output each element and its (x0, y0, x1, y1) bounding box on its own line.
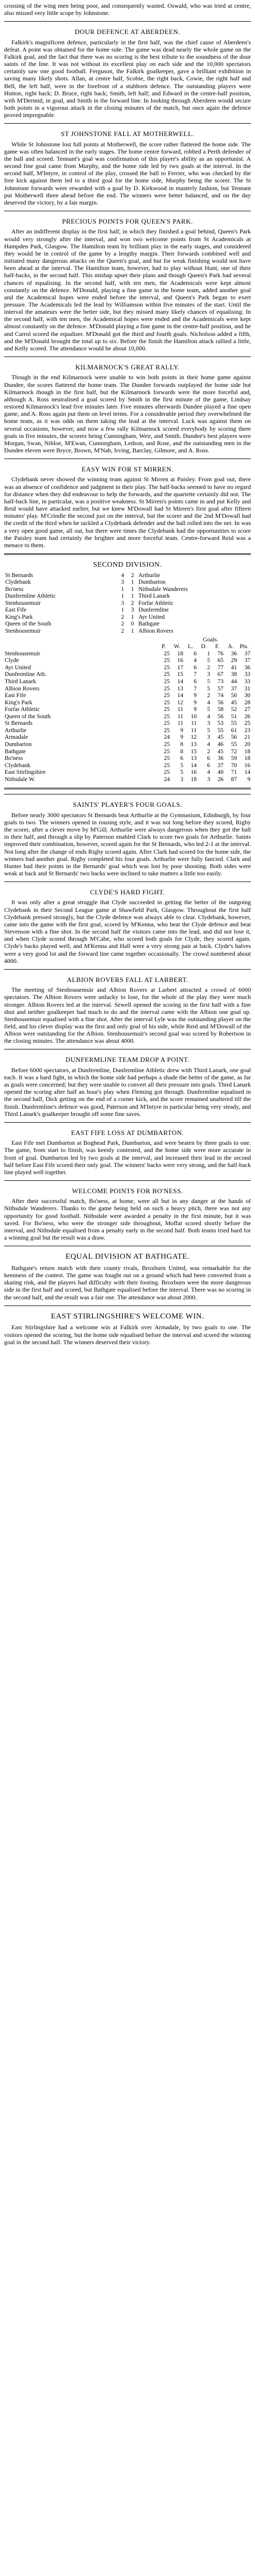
league-row (4, 762, 251, 770)
section-heading: DUNFERMLINE TEAM DROP A POINT. (65, 1056, 190, 1064)
home-team: Dunfermline Athletic (5, 593, 56, 600)
intro-block (4, 2, 251, 16)
report-section (4, 211, 251, 352)
section-heading: EASY WIN FOR ST MIRREN. (82, 465, 173, 473)
result-row (4, 628, 251, 635)
away-team: Forfar Athletic (138, 600, 174, 606)
home-team: Clydebank (5, 579, 31, 586)
league-stat: 2 (207, 748, 210, 755)
league-stat: 16 (244, 762, 250, 769)
league-stat: 25 (164, 720, 170, 727)
result-row (4, 579, 251, 586)
league-stat: 41 (231, 664, 237, 671)
away-team: Arthurlie (138, 572, 161, 579)
league-stat: 26 (217, 776, 224, 783)
league-team: Bo'ness (5, 755, 23, 762)
section-paragraph: After an indifferent display in the first half, in which they finished a goal behind, Queen's Park would very strongly after the interval, and won two welcome points from St Academicals at Hampden Park, Glasgow. The Hamilton team by brilliant play in the early stages, and considered they would be in control of the game by a lengthy margin. Their forwards combined well and initiated many dangerous attacks on the Queen's goal, and but for weak finishing would not have been ahead at the interval. The Hamilton team, however, had to play without Hunt, one of their half-backs, in the second half. This mishap upset their plans and though Queen's Park had several chances of equalising. In the second half, with ten men, the Academicals were kept almost constantly on the defence. M'Donald, playing a fine game in the home team, added another goal and the Academical hopes were ended before the interval, and Queen's Park began to exert pressure. The Academicals led the lead by Williamson within five minutes of the start. Until the interval the amateurs were the better side, but they missed many likely chances of equalising. In the second half, with ten men, the Academical hopes were ended and the Academicals were kept almost constantly on the defence. M'Donald playing a fine game in the centre-half position, and he and Carrol scored the equaliser. M'Donald got the third and fourth goals. Nicholson added a fifth, and the M'Donald brought the total up to six. Before the finish the Hamilton attack rallied a little, and Kelly scored. The attendance would be about 10,000. (4, 228, 251, 352)
league-stat: 25 (164, 685, 170, 692)
league-stat: 25 (164, 706, 170, 713)
league-column-header: A. (228, 643, 234, 650)
league-stat: 45 (231, 699, 237, 706)
section-divider (4, 1180, 251, 1181)
league-stat: 37 (231, 685, 237, 692)
league-team: Clydebank (5, 762, 30, 769)
league-column-header: P. (162, 643, 166, 650)
league-stat: 25 (164, 664, 170, 671)
section-heading: DOUR DEFENCE AT ABERDEEN. (74, 28, 181, 36)
section-paragraph: Before 6000 spectators, at Dunfermline, Dunfermline Athletic drew with Third Lanark, one goal each. It was a hard fight, in which the home side had perhaps a shade the better of the game, as far as goals were concerned; but they were unable to convert all their pressure into goals. Third Lanark opened the scoring after half an hour's play when Fleming got through. Dunfermline equalised in the second half, Dick getting on the end of a corner kick, and the score remained unaltered till the finish. Dunfermline's defence was good, Paterson and M'Intyre in particular being very steady, and Third Lanark's goalkeeper brought off some fine saves. (4, 1066, 251, 1117)
league-stat: 56 (231, 734, 237, 741)
league-team: East Stirlingshire (5, 769, 46, 776)
league-stat: 77 (217, 664, 224, 671)
league-table (4, 637, 251, 784)
home-score: 4 (121, 572, 124, 579)
league-team: East Fife (5, 692, 26, 699)
away-score: 2 (131, 600, 134, 606)
league-stat: 37 (217, 762, 224, 769)
section-paragraph: Though in the end Kilmarnock were unable to win both points in their home game against Dundee, the scores flattered the home team. The Dundee forwards outplayed the home side but Kilmarnock though in the first half, but the Kilmarnock forwards were the more forceful and, although A. Ross neutralised a goal scored by Smith in the first minute of the game, Lindsay restored Kilmarnock's lead five minutes later. Five minutes afterwards Dundee played a fine open game, and A. Ross again put them on level terms. For a considerable period they overwhelmed the home team, as it was odds on them taking the lead at the interval. Luck was against them on several occasions, however, and now a few rally Kilmarnock scored everybody by scoring three goals in five minutes, the scorers being Cunningham, Weir, and Smith. Dundee's best players were Morgan, Swan, Nibloe, M'Ewan, Cunningham, Ledson, and Rose, and the outstanding men in the Dundee eleven were Bryce, Brown, M'Nab, Irving, Barclay, Gilmore, and A. Ross. (4, 374, 251, 454)
league-stat: 11 (177, 706, 183, 713)
league-column-header: Pts. (240, 643, 249, 650)
league-stat: 3 (207, 776, 210, 783)
league-stat: 4 (207, 699, 210, 706)
home-team: Queen of the South (5, 621, 52, 628)
league-stat: 14 (190, 762, 197, 769)
away-score: 1 (131, 586, 134, 592)
section-divider (4, 123, 251, 124)
home-score: 2 (121, 621, 124, 628)
league-row (4, 679, 251, 686)
report-section (4, 1122, 251, 1176)
league-stat: 13 (177, 685, 183, 692)
league-stat: 18 (244, 748, 250, 755)
section-divider (4, 788, 251, 789)
home-team: Bo'ness (5, 586, 24, 592)
result-row (4, 621, 251, 628)
report-section (4, 794, 251, 877)
league-stat: 14 (244, 769, 250, 776)
away-team: Ayr United (138, 614, 165, 620)
league-stat: 31 (244, 685, 250, 692)
league-stat: 25 (164, 762, 170, 769)
league-stat: 6 (207, 762, 210, 769)
section-divider (4, 553, 251, 555)
league-stat: 53 (217, 720, 224, 727)
league-stat: 4 (194, 657, 197, 664)
second-division-title: SECOND DIVISION. (93, 561, 162, 569)
league-stat: 15 (177, 671, 183, 678)
home-score: 1 (121, 586, 124, 592)
away-score: 1 (131, 614, 134, 620)
league-stat: 25 (244, 720, 250, 727)
league-stat: 36 (244, 664, 250, 671)
result-row (4, 572, 251, 580)
league-stat: 5 (207, 727, 210, 734)
league-stat: 5 (180, 762, 183, 769)
league-stat: 1 (207, 650, 210, 657)
result-row (4, 600, 251, 607)
league-row (4, 692, 251, 700)
league-row (4, 769, 251, 776)
league-row (4, 741, 251, 749)
league-team: King's Park (5, 699, 33, 706)
league-stat: 11 (190, 720, 197, 727)
league-stat: 13 (190, 741, 197, 748)
away-score: 1 (131, 593, 134, 600)
league-stat: 20 (244, 741, 250, 748)
report-section (4, 969, 251, 1045)
league-stat: 55 (217, 727, 224, 734)
league-stat: 9 (194, 692, 197, 699)
league-row (4, 706, 251, 714)
league-stat: 4 (207, 713, 210, 720)
league-row (4, 734, 251, 741)
league-stat: 9 (194, 699, 197, 706)
section-paragraph: Falkirk's magnificent defence, particularly in the first half, was the chief cause of Aberdeen's defeat. A point was obtained for the home side. The game was dead nearly the whole game on the Falkirk goal, and the fact that there was no scoring is the best tribute to the soundness of the dour saints of the line. It was not without its excellent play on each side and the 10,000 spectators certainly saw one good football. Ferguson, the Falkirk goalkeeper, gave a brilliant exhibition in saving many likely shots. Allan, at centre half, Scobie, the right back, Cowie, the right half and Bell, the left half, were in the forefront of a stubborn defence. The outstanding players were Hutton, right back; D. Bruce, right back; Smith, left half; and Edward in the centre-half position, with M'Dermid, in goal, and Smith in the forward line. In looking through Aberdeen would secure both points in a vigorous attack in the closing minutes of the match, but once again the defence proved impregnable. (4, 38, 251, 119)
league-team: Albion Rovers (5, 685, 40, 692)
home-team: St Bernards (5, 572, 33, 579)
east-stirling-paragraph: East Stirlingshire had a welcome win at Falkirk over Armadale, by two goals to one. The visitors opened the scoring, but the home side equalised before the interval and scored the winning goal in the second half. The winners deserved their victory. (4, 1324, 251, 1346)
league-stat: 16 (177, 657, 183, 664)
league-team: Third Lanark (5, 678, 36, 685)
league-stat: 27 (244, 706, 250, 713)
league-stat: 36 (217, 755, 224, 762)
league-goals-row (4, 637, 251, 644)
home-score: 1 (121, 607, 124, 614)
league-row (4, 776, 251, 784)
league-stat: 37 (244, 650, 250, 657)
league-stat: 5 (207, 678, 210, 685)
league-stat: 37 (244, 657, 250, 664)
league-stat: 12 (190, 734, 197, 741)
league-column-header: F. (215, 643, 220, 650)
league-stat: 52 (231, 706, 237, 713)
league-team: St Bernards (5, 720, 33, 727)
league-team: Clyde (5, 657, 19, 664)
league-stat: 6 (194, 664, 197, 671)
away-team: Dumbarton (138, 579, 166, 586)
league-stat: 25 (164, 671, 170, 678)
league-stat: 55 (231, 720, 237, 727)
league-stat: 9 (194, 706, 197, 713)
away-team: Third Lanark (138, 593, 170, 600)
section-paragraph: It was only after a great struggle that Clyde succeeded in getting the better of the outgoing Clydebank in their Second League game at Shawfield Park, Glasgow. Throughout the first half Clydebank pressed strongly, but the Clyde defence was always able to clear. Clydebank, however, came into the game with the first goal, scored by M'Kenna, who beat the Clyde defence and beat Stevenson with a fine shot. In the second half the visitors came into the lead, and did not lose it, and when Clyde scored through M'Cabe, who scored both goals for Clyde, they scored again. Clyde's backs played well, and M'Kenna and Hall were a very strong pair at back. Clyde's halves were a very good lot and the forward line came together occasionally. The crowd numbered about 4000. (4, 899, 251, 964)
result-row (4, 607, 251, 614)
home-team: East Fife (5, 607, 27, 614)
league-stat: 21 (244, 734, 250, 741)
league-stat: 4 (207, 741, 210, 748)
east-stirling-section (4, 1306, 251, 1346)
away-score: 1 (131, 628, 134, 635)
league-stat: 73 (217, 678, 224, 685)
league-stat: 25 (164, 727, 170, 734)
league-team: Queen of the South (5, 713, 51, 720)
league-stat: 76 (217, 650, 224, 657)
league-stat: 46 (217, 741, 224, 748)
league-stat: 17 (177, 664, 183, 671)
league-stat: 6 (207, 755, 210, 762)
result-row (4, 614, 251, 621)
league-stat: 11 (177, 713, 183, 720)
league-stat: 9 (180, 734, 183, 741)
away-score: 3 (131, 607, 134, 614)
league-stat: 26 (244, 713, 250, 720)
report-section (4, 882, 251, 964)
league-stat: 25 (164, 692, 170, 699)
league-stat: 45 (217, 734, 224, 741)
league-stat: 25 (164, 755, 170, 762)
league-stat: 15 (190, 748, 197, 755)
league-stat: 14 (177, 678, 183, 685)
league-stat: 61 (231, 727, 237, 734)
league-stat: 12 (177, 699, 183, 706)
league-stat: 5 (207, 706, 210, 713)
league-stat: 51 (231, 713, 237, 720)
section-paragraph: While St Johnstone lost full points at Motherwell, the score rather flattered the home side. The game was often balanced in the early stages. The home centre forward, robbed a Perth defender of the ball and scored. Tennant's goal was confirmation of this player's ability as an opportunist. A second fine goal came from Murphy, and the home side led by two goals at the interval. In the second half, M'Intyre, in control of the play, crossed the ball to Ferrier, who was checked by the free kick against them led to a third goal for the home side, Murphy being the scorer. The St Johnstone forwards were rewarded with a goal by D. Kirkwood in masterly fashion, but Tennant put Motherwell three ahead before the end. The winners were better balanced, and on the day deserved the victory, by a fair margin. (4, 140, 251, 206)
report-section (4, 21, 251, 118)
league-stat: 9 (247, 776, 250, 783)
league-stat: 70 (231, 762, 237, 769)
league-stat: 25 (164, 769, 170, 776)
league-stat: 3 (207, 671, 210, 678)
league-stat: 33 (244, 678, 250, 685)
league-stat: 2 (207, 692, 210, 699)
league-team: Stenhousemuir (5, 650, 40, 657)
league-stat: 8 (180, 741, 183, 748)
intro-paragraph: crossing of the wing men being poor, and consequently wasted. Oswald, who was tried at centre, also missed very little scope by Johnstone. (4, 2, 251, 17)
section-heading: SAINTS' PLAYER'S FOUR GOALS. (73, 801, 182, 809)
league-stat: 29 (231, 657, 237, 664)
league-stat: 5 (180, 769, 183, 776)
league-stat: 4 (207, 769, 210, 776)
league-stat: 74 (217, 692, 224, 699)
report-section (4, 1049, 251, 1117)
away-score: 0 (131, 621, 134, 628)
section-divider (4, 969, 251, 970)
league-row (4, 651, 251, 658)
league-stat: 3 (180, 776, 183, 783)
league-team: Dunfermline Ath. (5, 671, 47, 678)
report-section (4, 459, 251, 549)
away-score: 2 (131, 572, 134, 579)
league-team: Ayr United (5, 664, 31, 671)
league-row (4, 686, 251, 693)
away-team: Nithsdale Wanderers (138, 586, 188, 592)
league-stat: 23 (244, 727, 250, 734)
away-team: Albion Rovers (138, 628, 173, 635)
league-stat: 3 (207, 720, 210, 727)
section-divider (4, 1122, 251, 1123)
section-paragraph: Before nearly 3000 spectators St Bernards beat Arthurlie at the Gymnasium, Edinburgh, by four goals to two. The winners opened in rousing style, and it was not long before they scored, Rigby the scorer, after a clever move by M'Gill. Arthurlie were always dangerous when they got the ball in their half, and through a slip by Paterson enabled Clark to score two goals for Arthurlie. Saints improved their combination, however, scored again for the St Bernards, who led 2-1 at the interval. Not long after the change of ends Rigby scored again. After Clark had scored for the home side, the winners had another goal. Rigby completed his four goals. Arthurlie were fully fancied. Clark and Hunter had their points in the Bernards' goal which was lost by poor shooting. Both sides were weak at back and St Bernards' two backs were inclined to take matters a little too easily. (4, 811, 251, 877)
league-stat: 25 (164, 699, 170, 706)
league-header-row (4, 643, 251, 651)
league-stat: 87 (231, 776, 237, 783)
league-row (4, 720, 251, 727)
league-stat: 9 (180, 727, 183, 734)
league-stat: 6 (194, 678, 197, 685)
home-score: 2 (121, 614, 124, 620)
league-stat: 36 (231, 650, 237, 657)
league-stat: 25 (164, 748, 170, 755)
league-team: Forfar Athletic (5, 706, 40, 713)
report-section (4, 357, 251, 454)
league-stat: 72 (231, 748, 237, 755)
league-stat: 7 (194, 671, 197, 678)
league-stat: 5 (207, 685, 210, 692)
league-stat: 7 (194, 685, 197, 692)
league-column-header: D. (201, 643, 207, 650)
league-stat: 45 (217, 748, 224, 755)
league-stat: 2 (207, 664, 210, 671)
section-paragraph: Clydebank never showed the winning team against St Mirren at Paisley. From goal out, there was an absence of confidence and judgment in their play. The half-backs seemed to have no regard for distance when they did endeavour to help the forwards, and the quartette certainly did not. The half-back line, in particular, was a positive weakness. St Mirren's points came in and put Kelly and Reid would have attacked earlier, but we knew M'Dowall had St Mirren's first goal after fifteen minutes' play. M'Crindle the second just on the interval, but the scorer and the 2nd M'Dowall had the credit of the third when he tackled a Clydebank defender and the ball rolled into the net. In was a very open good game, all out, but there were times the Clydebank had the opportunities to score the Paisley team had certainly the brighter and more forceful team. Centre-forward Reid was a menace to them. (4, 476, 251, 549)
home-team: Stenhousemuir (5, 628, 41, 635)
league-stat: 11 (177, 720, 183, 727)
league-stat: 18 (244, 755, 250, 762)
section-heading: WELCOME POINTS FOR BO'NESS. (72, 1187, 183, 1195)
league-stat: 71 (231, 769, 237, 776)
league-stat: 10 (190, 713, 197, 720)
league-stat: 30 (244, 692, 250, 699)
league-stat: 18 (190, 776, 197, 783)
league-stat: 25 (164, 657, 170, 664)
home-team: Stenhousemuir (5, 600, 41, 606)
league-stat: 16 (190, 769, 197, 776)
league-stat: 55 (231, 741, 237, 748)
second-division (4, 561, 251, 783)
league-stat: 28 (244, 699, 250, 706)
league-stat: 24 (164, 776, 170, 783)
report-sections-a (4, 21, 251, 549)
league-stat: 8 (180, 748, 183, 755)
league-team: Bathgate (5, 748, 26, 755)
home-team: King's Park (5, 614, 33, 620)
away-team: Bathgate (138, 621, 160, 628)
report-section (4, 123, 251, 206)
league-stat: 5 (207, 657, 210, 664)
league-stat: 56 (217, 713, 224, 720)
league-row (4, 671, 251, 679)
equal-division-section (4, 1246, 251, 1300)
section-paragraph: After their successful match, Bo'ness, at home, were all but in any danger at the hands of Nithsdale Wanderers. Thanks to the game being held on such a heavy pitch, there was not any opportunity for good football. Nithsdale were awarded a penalty in the first minute, but it was saved. For Bo'ness, who were the stronger side throughout, Moffat scored shortly before the interval, and Nithsdale equalised from a penalty early in the second half. Both teams tried hard for a winning goal but the result was a draw. (4, 1197, 251, 1242)
league-stat: 11 (190, 727, 197, 734)
league-team: Nithsdale W. (5, 776, 36, 783)
league-row (4, 749, 251, 756)
league-column-header: L. (188, 643, 193, 650)
league-stat: 14 (177, 692, 183, 699)
league-stat: 57 (217, 685, 224, 692)
league-stat: 13 (190, 755, 197, 762)
league-stat: 65 (217, 657, 224, 664)
report-section (4, 1180, 251, 1241)
league-stat: 50 (231, 692, 237, 699)
home-score: 1 (121, 593, 124, 600)
section-heading: EAST FIFE LOSS AT DUMBARTON. (71, 1128, 184, 1137)
league-row (4, 727, 251, 735)
results-table (4, 572, 251, 635)
league-row (4, 700, 251, 707)
equal-division-title: EQUAL DIVISION AT BATHGATE. (65, 1252, 190, 1261)
result-row (4, 593, 251, 600)
east-stirling-title: EAST STIRLINGSHIRE'S WELCOME WIN. (51, 1312, 204, 1320)
section-heading: PRECIOUS POINTS FOR QUEEN'S PARK. (62, 217, 193, 226)
section-heading: KILMARNOCK'S GREAT RALLY. (75, 363, 180, 371)
league-stat: 18 (177, 650, 183, 657)
goals-label: Goals. (203, 636, 218, 643)
league-row (4, 665, 251, 672)
section-heading: CLYDE'S HARD FIGHT. (90, 888, 165, 896)
league-stat: 67 (217, 671, 224, 678)
equal-division-paragraph: Bathgate's return match with their county rivals, Broxburn United, was remarkable for the keenness of the contest. The game was fought out on a ground which had been converted from a skating rink, and the players had difficulty with their footing. Broxburn were the more dangerous side in the first half and scored, but Bathgate equalised before the interval. There was no scoring in the second half, and the result was a fair one. The attendance was about 2000. (4, 1264, 251, 1301)
league-column-header: W. (173, 643, 181, 650)
league-stat: 25 (164, 678, 170, 685)
section-paragraph: East Fife met Dumbarton at Boghead Park, Dumbarton, and were beaten by three goals to one. The game, from start to finish, was keenly contested, and the home side were more accurate in front of goal. Dumbarton led by two goals at the interval, and increased their lead in the second half before East Fife scored their only goal. The winners' backs were very strong, and the half-back line played well together. (4, 1139, 251, 1176)
away-team: Dunfermline (138, 607, 169, 614)
league-row (4, 755, 251, 762)
league-team: Armadale (5, 734, 28, 741)
league-stat: 38 (231, 671, 237, 678)
section-heading: ALBION ROVERS FALL AT LARBERT. (67, 975, 188, 984)
section-divider (4, 21, 251, 22)
report-sections-b (4, 794, 251, 1241)
home-score: 3 (121, 579, 124, 586)
league-row (4, 657, 251, 665)
league-team: Arthurlie (5, 727, 27, 734)
league-row (4, 714, 251, 721)
league-stat: 44 (231, 678, 237, 685)
league-team: Dumbarton (5, 741, 32, 748)
league-stat: 24 (164, 734, 170, 741)
section-paragraph: The meeting of Stenhousemuir and Albion Rovers at Larbert attracted a crowd of 6000 spectators. The Albion Rovers were unlucky to lose, for the whole of the play they were much stronger. Albion Rovers led at the interval. Sewell opened the scoring in the first half with a fine shot and neither goalkeeper had much to do and the interval came with the Albion one goal up. Stenhousemuir equalised with a fine shot. After the interval Lyle was the outstanding player on the field, and his clever display was the first and only goal of his side, while Reid and M'Dowall of the Albion were outstanding for the Albion. Stenhousemuir's second goal was scored by Robertson in the closing minutes. The attendance was about 4000. (4, 986, 251, 1045)
league-stat: 58 (217, 706, 224, 713)
league-stat: 3 (207, 734, 210, 741)
league-stat: 25 (164, 650, 170, 657)
league-stat: 40 (217, 769, 224, 776)
home-score: 3 (121, 600, 124, 606)
league-stat: 59 (231, 755, 237, 762)
result-row (4, 586, 251, 594)
section-heading: ST JOHNSTONE FALL AT MOTHERWELL. (60, 130, 195, 138)
away-score: 1 (131, 579, 134, 586)
home-score: 2 (121, 628, 124, 635)
league-stat: 33 (244, 671, 250, 678)
league-stat: 25 (164, 741, 170, 748)
league-stat: 25 (164, 713, 170, 720)
league-stat: 6 (194, 650, 197, 657)
league-stat: 56 (217, 699, 224, 706)
league-stat: 6 (180, 755, 183, 762)
